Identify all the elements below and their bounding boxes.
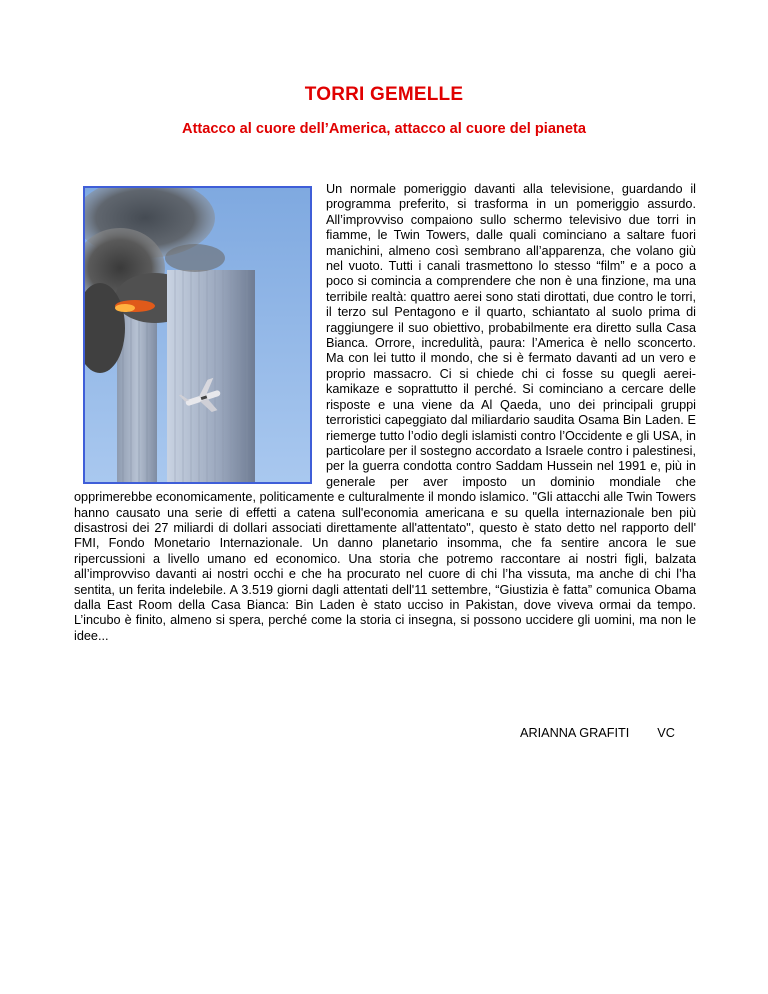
article-title: TORRI GEMELLE [304, 84, 464, 105]
twin-towers-photo-icon [85, 188, 310, 482]
article-text: Un normale pomeriggio davanti alla televisione, guardando il programma preferito, si trasforma in un pomeriggio assurdo. All’improvviso compaiono sullo schermo televisivo due torri in fiamme, le Twin Towers, dalle quali cominciano a saltare fuori manichini, almeno così sembrano all’apparenza, che volano giù nel vuoto. Tutti i canali trasmettono lo stesso “film” e a poco a poco si comincia a comprendere che non è una finzione, ma una terribile realtà: quattro aerei sono stati dirottati, due contro le torri, il terzo sul Pentagono e il quarto, schiantato al suolo prima di raggiungere il suo obiettivo, probabilmente era diretto sulla Casa Bianca. Orrore, incredulità, paura: l’America è nello sconcerto. Ma con lei tutto il mondo, che si è fermato davanti ad un vero e proprio massacro. Ci si chiede chi ci fosse su quegli aerei-kamikaze e soprattutto il perché. Si cominciano a cercare delle risposte e una viene da Al Qaeda, uno dei principali gruppi terroristici capeggiato dal miliardario saudita Osama Bin Laden. E riemerge tutto l’odio degli islamisti contro l’Occidente e gli USA, in particolare per il sostegno accordato a Israele contro i palestinesi, per la guerra condotta contro Saddam Hussein nel 1991 e, più in generale per aver imposto un dominio mondiale che opprimerebbe economicamente, politicamente e culturalmente il mondo islamico. "Gli attacchi alle Twin Towers hanno causato una serie di effetti a catena sull'economia americana e su quella internazionale ben più disastrosi dei 27 miliardi di dollari associati direttamente all'attentato", questo è stato detto nel rapporto dell' FMI, Fondo Monetario Internazionale. Un danno planetario insomma, che fa sentire ancora le sue ripercussioni a livello umano ed economico. Una storia che potremo raccontare ai nostri figli, balzata all’improvviso davanti ai nostri occhi e che ha procurato nel cuore di chi l’ha vissuta, ma anche di chi l’ha sentita, un ferita indelebile. A 3.519 giorni dagli attentati dell'11 settembre, “Giustizia è fatta” comunica Obama dalla East Room della Casa Bianca: Bin Laden è stato ucciso in Pakistan, dove viveva ormai da tempo. L’incubo è finito, almeno si spera, perché come la storia ci insegna, si possono uccidere gli uomini, ma non le idee... [74, 182, 696, 643]
article-subtitle: Attacco al cuore dell’America, attacco al cuore del pianeta [182, 121, 586, 137]
signature-line [520, 726, 675, 740]
author-name: ARIANNA GRAFITI [520, 726, 630, 740]
author-class: VC [657, 726, 675, 740]
article-body-container [74, 182, 696, 644]
twin-towers-photo [83, 186, 312, 484]
